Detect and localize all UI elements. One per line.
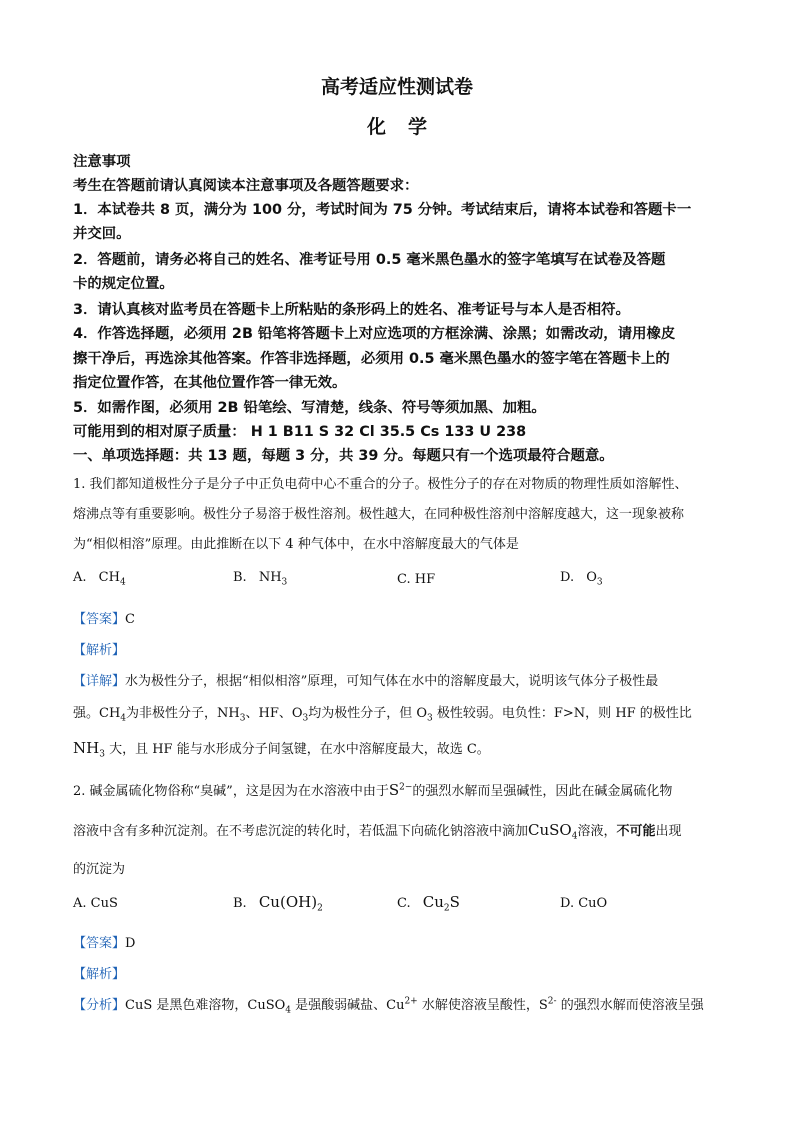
q2-stem-line-1 (73, 780, 672, 799)
section-heading: 一、单项选择题：共 13 题，每题 3 分，共 39 分。每题只有一个选项最符合题意。 (73, 448, 614, 464)
analysis-label: 【解析】 (73, 967, 126, 982)
formula-text: Cu(OH) (258, 893, 318, 911)
detail-text: 大，且 HF 能与水形成分子间氢键，在水中溶解度最大，故选 C。 (104, 742, 490, 757)
subject-title: 化学 (366, 116, 449, 138)
analysis-text: 是强酸弱碱盐、Cu (291, 998, 405, 1013)
notice-item: 4．作答选择题，必须用 2B 铅笔将答题卡上对应选项的方框涂满、涂黑；如需改动，请用橡皮 (73, 326, 676, 342)
q2-option-d: D. CuO (560, 896, 608, 911)
q2-option-b (233, 893, 323, 914)
option-letter: A. (73, 570, 87, 585)
formula-text: Cu (422, 893, 444, 911)
q2-analysis-label (73, 963, 125, 982)
answer-value: C (125, 612, 135, 627)
atomic-mass-line: 可能用到的相对原子质量： H 1 B11 S 32 Cl 35.5 Cs 133 U 238 (73, 424, 527, 440)
subscript: 2 (317, 903, 323, 914)
q2-answer (73, 932, 135, 951)
notice-intro: 考生在答题前请认真阅读本注意事项及各题答题要求： (73, 178, 419, 194)
q2-stem-line-2 (73, 820, 682, 842)
formula-text: O (586, 570, 597, 585)
subscript: 2 (443, 903, 450, 914)
q1-stem-line: 为“相似相溶”原理。由此推断在以下 4 种气体中，在水中溶解度最大的气体是 (73, 537, 519, 552)
q2-option-c (397, 893, 460, 914)
stem-text: 出现 (655, 824, 682, 839)
formula-text: NH (258, 570, 282, 585)
answer-label: 【答案】 (73, 612, 126, 627)
subscript: 3 (99, 749, 105, 760)
q1-answer (73, 608, 135, 627)
subscript: 3 (239, 713, 246, 724)
analysis-text: 的强烈水解而使溶液呈强 (556, 998, 704, 1013)
q1-option-d (560, 570, 603, 588)
detail-text: 、HF、O (245, 706, 303, 721)
detail-text: 为非极性分子，NH (126, 706, 240, 721)
exam-title: 高考适应性测试卷 (320, 76, 473, 98)
q1-option-c: C. HF (397, 572, 436, 587)
analysis-text: CuS 是黑色难溶物，CuSO (125, 998, 286, 1013)
stem-text: 溶液， (577, 824, 617, 839)
q1-option-a (73, 570, 126, 588)
q1-analysis-label (73, 639, 125, 658)
notice-item: 擦干净后，再选涂其他答案。作答非选择题，必须用 0.5 毫米黑色墨水的签字笔在答题卡上的 (73, 351, 670, 367)
formula (586, 570, 603, 588)
analysis-text: 水解使溶液呈酸性，S (417, 998, 548, 1013)
notice-item: 卡的规定位置。 (73, 276, 174, 292)
subscript: 4 (120, 713, 127, 724)
stem-text: 的强烈水解而呈强碱性，因此在碱金属硫化物 (412, 784, 673, 799)
formula-text: CH (98, 570, 120, 585)
subscript: 4 (571, 831, 578, 842)
stem-text: 溶液中含有多种沉淀剂。在不考虑沉淀的转化时，若低温下向硫化钠溶液中滴加 (73, 824, 529, 839)
answer-label: 【答案】 (73, 936, 126, 951)
q1-detail-line-1 (73, 670, 658, 689)
detail-label: 【详解】 (73, 674, 126, 689)
formula (98, 570, 126, 588)
notice-item: 3．请认真核对监考员在答题卡上所粘贴的条形码上的姓名、准考证号与本人是否相符。 (73, 302, 630, 318)
q1-detail-line-3 (73, 738, 490, 760)
analysis-label: 【解析】 (73, 643, 126, 658)
notice-item: 2．答题前，请务必将自己的姓名、准考证号用 0.5 毫米黑色墨水的签字笔填写在试卷及答题 (73, 252, 666, 268)
q2-option-a: A. CuS (73, 896, 118, 911)
subscript: 3 (302, 713, 309, 724)
q2-analysis-line (73, 994, 704, 1016)
formula-text: CuSO (528, 821, 572, 839)
notice-item: 指定位置作答，在其他位置作答一律无效。 (73, 375, 347, 391)
formula-text: S (388, 781, 400, 799)
option-letter: D. (560, 570, 575, 585)
emphasis-text: 不可能 (616, 824, 656, 839)
detail-text: 水为极性分子，根据“相似相溶”原理，可知气体在水中的溶解度最大，说明该气体分子极性最 (125, 674, 659, 689)
option-letter: B. (233, 570, 247, 585)
analysis-label: 【分析】 (73, 998, 126, 1013)
subscript: 3 (281, 577, 288, 588)
notice-item: 5．如需作图，必须用 2B 铅笔绘、写清楚，线条、符号等须加黑、加粗。 (73, 400, 546, 416)
option-letter: B. (233, 896, 247, 911)
q2-stem-line-3: 的沉淀为 (73, 862, 126, 877)
subscript: 3 (427, 713, 433, 724)
formula-text: S (449, 893, 460, 911)
option-letter: C. (397, 896, 411, 911)
subscript: 4 (285, 1005, 291, 1016)
notice-item: 并交回。 (73, 226, 131, 242)
superscript: 2- (547, 996, 557, 1007)
subscript: 3 (596, 577, 603, 588)
detail-text: 极性较弱。电负性：F>N，则 HF 的极性比 (432, 706, 692, 721)
q1-stem-line: 1. 我们都知道极性分子是分子中正负电荷中心不重合的分子。极性分子的存在对物质的物理性质如溶解性、 (73, 477, 688, 492)
superscript: 2+ (404, 996, 418, 1007)
notice-heading: 注意事项 (73, 154, 131, 170)
detail-text: 强。CH (73, 706, 121, 721)
notice-item: 1．本试卷共 8 页，满分为 100 分，考试时间为 75 分钟。考试结束后，请将本试卷和答题卡一 (73, 202, 692, 218)
formula-text: NH (73, 739, 100, 757)
subscript: 4 (119, 577, 126, 588)
stem-text: 2. 碱金属硫化物俗称“臭碱”，这是因为在水溶液中由于 (73, 784, 389, 799)
q1-option-b (233, 570, 287, 588)
detail-text: 均为极性分子，但 O (308, 706, 428, 721)
q1-stem-line: 熔沸点等有重要影响。极性分子易溶于极性溶剂。极性越大，在同种极性溶剂中溶解度越大，这一现象被称 (73, 507, 685, 522)
formula (258, 570, 288, 588)
answer-value: D (125, 936, 136, 951)
superscript: 2− (399, 782, 413, 793)
q1-detail-line-2 (73, 702, 692, 724)
